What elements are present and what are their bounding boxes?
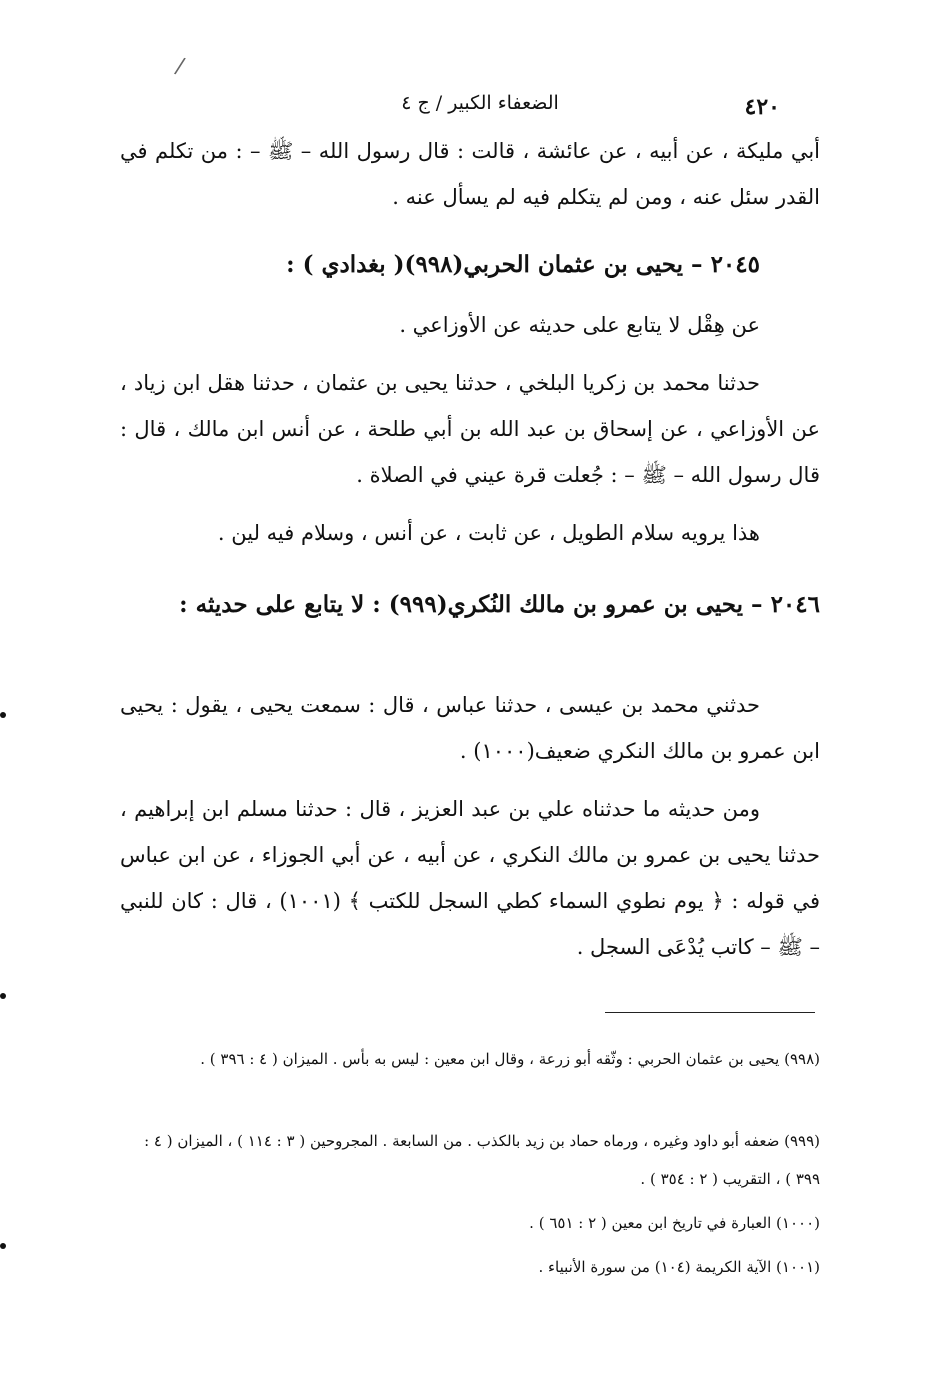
footnote-text: (٩٩٨) يحيى بن عثمان الحربي : وثّقه أبو زرعة ، وقال ابن معين : ليس به بأس . الميزان ( ٤ : ٣٩٦ ) . [200,1050,820,1068]
hadith-paragraph [120,786,820,970]
margin-dot [0,993,6,999]
footnote-1000 [120,1204,820,1242]
paragraph-text: هذا يرويه سلام الطويل ، عن ثابت ، عن أنس ، وسلام فيه لين . [217,521,760,545]
paragraph-continuation [120,128,820,220]
margin-dot [0,1243,6,1249]
entry-heading-2045: ٢٠٤٥ – يحيى بن عثمان الحربي(٩٩٨)( بغدادي ) : [286,251,760,278]
hadith-chain [120,360,820,498]
narration-paragraph [120,682,820,774]
entry-note [120,302,820,348]
paragraph-text: حدثنا محمد بن زكريا البلخي ، حدثنا يحيى بن عثمان ، حدثنا هقل ابن زياد ، عن الأوزاعي ، عن إسحاق بن عبد الله بن أبي طلحة ، عن أنس ابن مالك ، قال : قال رسول الله – ﷺ – : جُعلت قرة عيني في الصلاة . [120,371,820,487]
footnote-998 [120,1040,820,1078]
paragraph-text: حدثني محمد بن عيسى ، حدثنا عباس ، قال : سمعت يحيى ، يقول : يحيى ابن عمرو بن مالك النكري ضعيف(١٠٠٠) . [120,693,820,763]
paragraph-text: ومن حديثه ما حدثناه علي بن عبد العزيز ، قال : حدثنا مسلم ابن إبراهيم ، حدثنا يحيى بن عمرو بن مالك النكري ، عن أبيه ، عن أبي الجوزاء ، عن ابن عباس في قوله : ﴿ يوم نطوي السماء كطي السجل للكتب ﴾ (١٠٠١) ، قال : كان للنبي – ﷺ – كاتب يُدْعَى السجل . [120,797,820,959]
page-number: ٤٢٠ [744,94,780,120]
margin-dot [0,712,6,718]
running-title: الضعفاء الكبير / ج ٤ [401,92,559,114]
comment-paragraph [120,510,820,556]
footnote-text: (٩٩٩) ضعفه أبو داود وغيره ، ورماه حماد بن زيد بالكذب . من السابعة . المجروحين ( ٣ : ١١٤ ) ، الميزان ( ٤ : ٣٩٩ ) ، التقريب ( ٢ : ٣٥٤ ) . [144,1132,820,1188]
footnote-text: (١٠٠١) الآية الكريمة (١٠٤) من سورة الأنبياء . [538,1258,820,1276]
entry-heading-2046: ٢٠٤٦ – يحيى بن عمرو بن مالك النُكري(٩٩٩) : لا يتابع على حديثه : [179,591,820,618]
footnote-text: (١٠٠٠) العبارة في تاريخ ابن معين ( ٢ : ٦٥١ ) . [529,1214,820,1232]
footnote-999 [120,1122,820,1198]
pen-mark: / [172,53,187,80]
paragraph-text: أبي مليكة ، عن أبيه ، عن عائشة ، قالت : قال رسول الله – ﷺ – : من تكلم في القدر سئل عنه ، ومن لم يتكلم فيه لم يسأل عنه . [120,139,820,209]
paragraph-text: عن هِقْل لا يتابع على حديثه عن الأوزاعي . [399,313,760,337]
footnote-divider [605,1012,815,1013]
footnote-1001 [120,1248,820,1286]
